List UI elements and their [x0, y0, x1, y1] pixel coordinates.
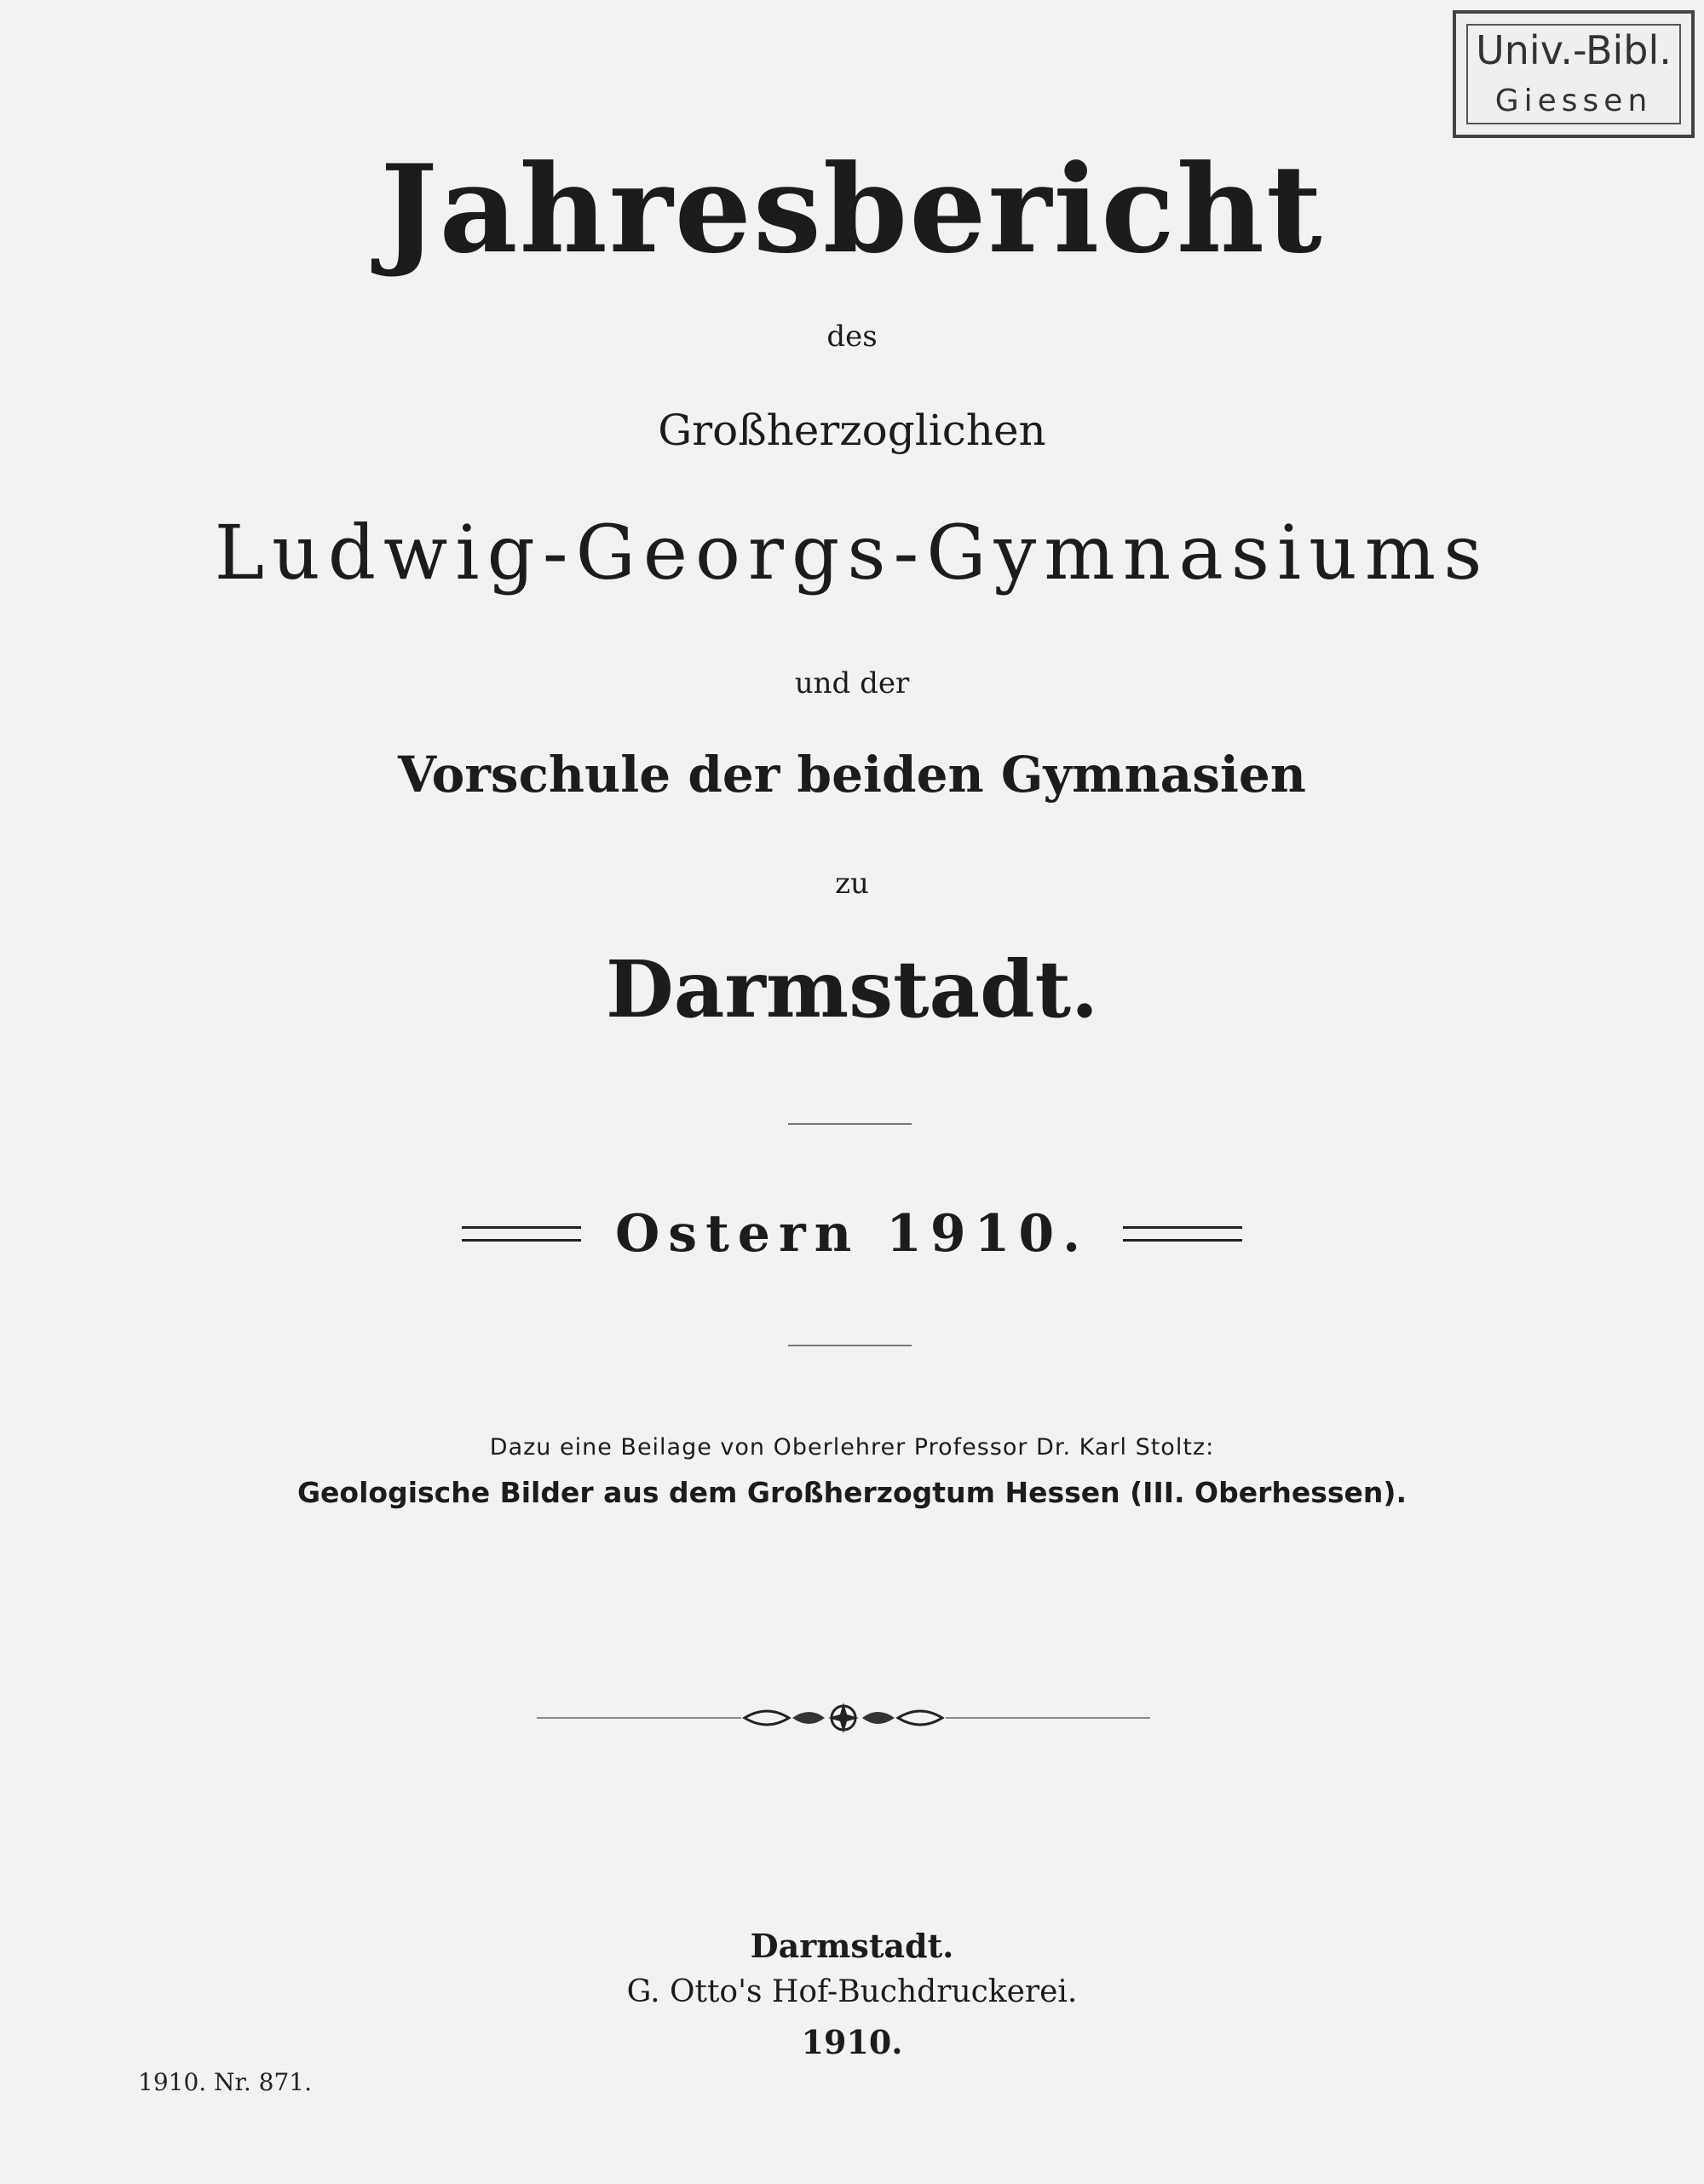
- stamp-line-city: Giessen: [1494, 84, 1653, 118]
- vorschule-line: Vorschule der beiden Gymnasien: [398, 746, 1306, 804]
- report-title: Jahresbericht: [380, 139, 1324, 280]
- stamp-line-library: Univ.-Bibl.: [1476, 27, 1672, 73]
- double-rule-right: [1123, 1226, 1242, 1242]
- supplement-note: Dazu eine Beilage von Oberlehrer Professor Dr. Karl Stoltz:: [489, 1434, 1215, 1461]
- connector-und-der: und der: [794, 666, 910, 700]
- grossherzoglichen-line: Großherzoglichen: [658, 406, 1046, 455]
- floral-ornament-icon: [741, 1697, 946, 1738]
- city-heading: Darmstadt.: [606, 943, 1098, 1035]
- gymnasium-name: Ludwig-Georgs-Gymnasiums: [214, 509, 1490, 596]
- catalog-number: 1910. Nr. 871.: [138, 2068, 313, 2096]
- edition-label: Ostern 1910.: [615, 1204, 1089, 1264]
- short-divider-top: [788, 1123, 912, 1125]
- imprint-city: Darmstadt.: [750, 1927, 954, 1965]
- supplement-title: Geologische Bilder aus dem Großherzogtum Hessen (III. Oberhessen).: [296, 1476, 1408, 1509]
- edition-row: [0, 1204, 1704, 1264]
- connector-zu: zu: [835, 867, 869, 901]
- double-rule-left: [462, 1226, 581, 1242]
- imprint-printer: G. Otto's Hof-Buchdruckerei.: [626, 1974, 1078, 2009]
- library-stamp: [1453, 10, 1695, 138]
- short-divider-bottom: [788, 1345, 912, 1346]
- connector-des: des: [826, 320, 878, 354]
- imprint-year: 1910.: [801, 2023, 903, 2061]
